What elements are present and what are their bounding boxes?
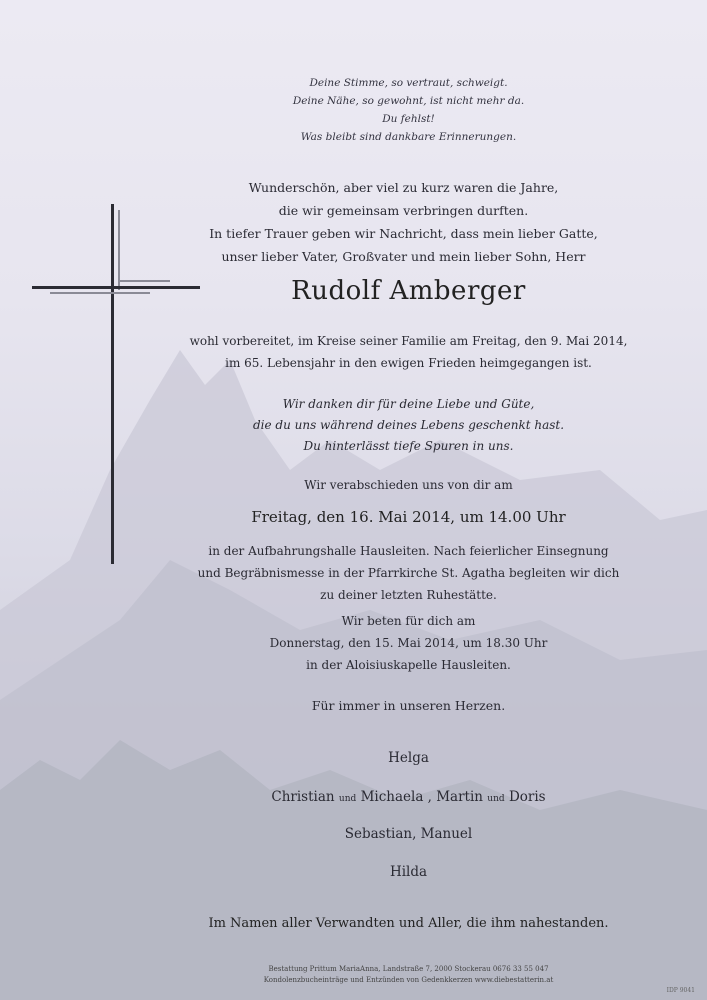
prayer-line: in der Aloisiuskapelle Hausleiten. (306, 658, 511, 672)
announcement (50, 176, 707, 268)
footer-line: Kondolenzbucheinträge und Entzünden von Gedenkkerzen www.diebestatterin.at (263, 976, 554, 984)
mourner-grandchildren: Sebastian, Manuel (344, 826, 473, 842)
undertaker-footer (55, 964, 707, 986)
relatives-line: Im Namen aller Verwandten und Aller, die ihm nahestanden. (208, 916, 609, 931)
footer-line: Bestattung Prittum MariaAnna, Landstraße 7, 2000 Stockerau 0676 33 55 047 (268, 965, 549, 973)
death-line: im 65. Lebensjahr in den ewigen Frieden heimgegangen ist. (225, 356, 592, 370)
place-line: zu deiner letzten Ruhestätte. (320, 588, 497, 602)
poem-line: die du uns während deines Lebens geschenkt hast. (252, 418, 565, 432)
announcement-line: unser lieber Vater, Großvater und mein lieber Sohn, Herr (221, 249, 586, 264)
thanks-poem (55, 394, 707, 457)
farewell-line: Wir verabschieden uns von dir am (304, 478, 513, 492)
funeral-place (55, 540, 707, 606)
prayer-info (55, 610, 707, 676)
place-line: und Begräbnismesse in der Pfarrkirche St. Agatha begleiten wir dich (197, 566, 620, 580)
und-text: und (338, 794, 357, 804)
announcement-line: die wir gemeinsam verbringen durften. (278, 203, 529, 218)
death-notice (55, 330, 707, 374)
mourner-hilda: Hilda (389, 864, 428, 880)
announcement-line: Wunderschön, aber viel zu kurz waren die Jahre, (248, 180, 559, 195)
poem-line: Wir danken dir für deine Liebe und Güte, (282, 397, 535, 411)
prayer-line: Donnerstag, den 15. Mai 2014, um 18.30 Uhr (269, 636, 548, 650)
poem-line: Was bleibt sind dankbare Erinnerungen. (300, 131, 517, 143)
mourner-helga: Helga (388, 750, 429, 766)
und-text: und (487, 794, 505, 804)
mourner-doris: Doris (508, 789, 546, 805)
death-line: wohl vorbereitet, im Kreise seiner Familie am Freitag, den 9. Mai 2014, (189, 334, 628, 348)
place-line: in der Aufbahrungshalle Hausleiten. Nach feierlicher Einsegnung (208, 544, 609, 558)
mourner-children (55, 789, 707, 805)
mourner-christian: Christian (271, 789, 335, 805)
announcement-line: In tiefer Trauer geben wir Nachricht, dass mein lieber Gatte, (209, 226, 598, 241)
hearts-line: Für immer in unseren Herzen. (311, 698, 506, 713)
deceased-name: Rudolf Amberger (291, 276, 526, 306)
poem-line: Du fehlst! (382, 113, 435, 125)
prayer-line: Wir beten für dich am (341, 614, 476, 628)
poem-line: Du hinterlässt tiefe Spuren in uns. (303, 439, 514, 453)
mourner-michaela-martin: Michaela , Martin (360, 789, 483, 805)
poem-line: Deine Stimme, so vertraut, schweigt. (309, 77, 508, 89)
funeral-date: Freitag, den 16. Mai 2014, um 14.00 Uhr (251, 508, 566, 526)
document-code: IDP 9041 (666, 987, 695, 994)
poem-line: Deine Nähe, so gewohnt, ist nicht mehr da. (292, 95, 525, 107)
intro-poem (55, 74, 707, 146)
